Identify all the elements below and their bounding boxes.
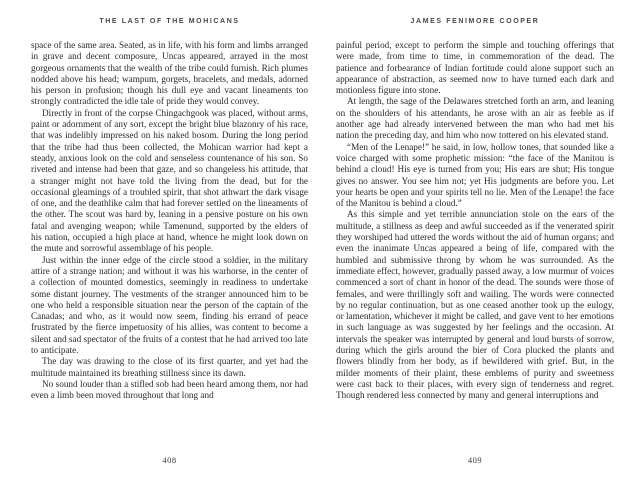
paragraph: “Men of the Lenape!” he said, in low, hollow tones, that sounded like a voice charged with some prophetic mission: “the face of the Manitou is behind a cloud! His eye is turned from you; His ears are shut; His tongue gives no answer. You see him not; yet His judgments are before you. Let your hearts be open and your spirits tell no lie. Men of the Lenape! the face of the Manitou is behind a cloud.” [336, 141, 614, 209]
running-head-left: THE LAST OF THE MOHICANS [99, 18, 240, 25]
running-head-right: JAMES FENIMORE COOPER [410, 18, 540, 25]
paragraph: Just within the inner edge of the circle stood a soldier, in the military attire of a strange nation; and without it was his warhorse, in the center of a collection of mounted domestics, seemingly in readiness to undertake some distant journey. The vestments of the stranger announced him to be one who held a responsible situation near the person of the captain of the Canadas; and who, as it would now seem, finding his errand of peace frustrated by the fierce impetuosity of his allies, was content to become a silent and sad spectator of the fruits of a contest that he had arrived too late to anticipate. [31, 254, 308, 356]
paragraph: The day was drawing to the close of its first quarter, and yet had the multitude maintained its breathing stillness since its dawn. [31, 356, 308, 378]
paragraph: No sound louder than a stifled sob had been heard among them, nor had even a limb been moved throughout that long and [31, 378, 308, 401]
page-number-right: 409 [467, 455, 483, 465]
left-page-text [31, 40, 308, 446]
right-page [336, 16, 614, 465]
paragraph: Directly in front of the corpse Chingachgook was placed, without arms, paint or adornment of any sort, except the bright blue blazonry of his race, that was indelibly impressed on his naked bosom. During the long period that the tribe had thus been collected, the Mohican warrior had kept a steady, anxious look on the cold and senseless countenance of his son. So riveted and intense had been that gaze, and so changeless his attitude, that a stranger might not have told the living from the dead, but for the occasional gleamings of a troubled spirit, that shot athwart the dark visage of one, and the deathlike calm that had forever settled on the lineaments of the other. The scout was hard by, leaning in a pensive posture on his own fatal and avenging weapon; while Tamenund, supported by the elders of his nation, occupied a high place at hand, whence he might look down on the mute and sorrowful assemblage of his people. [31, 107, 308, 254]
paragraph: space of the same area. Seated, as in life, with his form and limbs arranged in grave and decent composure, Uncas appeared, arrayed in the most gorgeous ornaments that the wealth of the tribe could furnish. Rich plumes nodded above his head; wampum, gorgets, bracelets, and medals, adorned his person in profusion; though his dull eye and vacant lineaments too strongly contradicted the idle tale of pride they would convey. [31, 40, 308, 107]
paragraph: painful period, except to perform the simple and touching offerings that were made, from time to time, in commemoration of the dead. The patience and forbearance of Indian fortitude could alone support such an appearance of abstraction, as seemed now to have turned each dark and motionless figure into stone. [336, 40, 614, 96]
left-page [31, 16, 308, 465]
page-number-left: 408 [162, 455, 177, 465]
right-page-text [336, 40, 614, 446]
paragraph: As this simple and yet terrible annunciation stole on the ears of the multitude, a stillness as deep and awful succeeded as if the venerated spirit they worshiped had uttered the words without the aid of human organs; and even the inanimate Uncas appeared a being of life, compared with the humbled and submissive throng by whom he was surrounded. As the immediate effect, however, gradually passed away, a low murmur of voices commenced a sort of chant in honor of the dead. The sounds were those of females, and were thrillingly soft and wailing. The words were connected by no regular continuation, but as one ceased another took up the eulogy, or lamentation, whichever it might be called, and gave vent to her emotions in such language as was suggested by her feelings and the occasion. At intervals the speaker was interrupted by general and loud bursts of sorrow, during which the girls around the bier of Cora plucked the plants and flowers blindly from her body, as if bewildered with grief. But, in the milder moments of their plaint, these emblems of purity and sweetness were cast back to their places, with every sign of tenderness and regret. Though rendered less connected by many and general interruptions and [336, 209, 614, 401]
paragraph: At length, the sage of the Delawares stretched forth an arm, and leaning on the shoulders of his attendants, he arose with an air as feeble as if another age had already intervened between the man who had met his nation the preceding day, and him who now tottered on his elevated stand. [336, 96, 614, 141]
